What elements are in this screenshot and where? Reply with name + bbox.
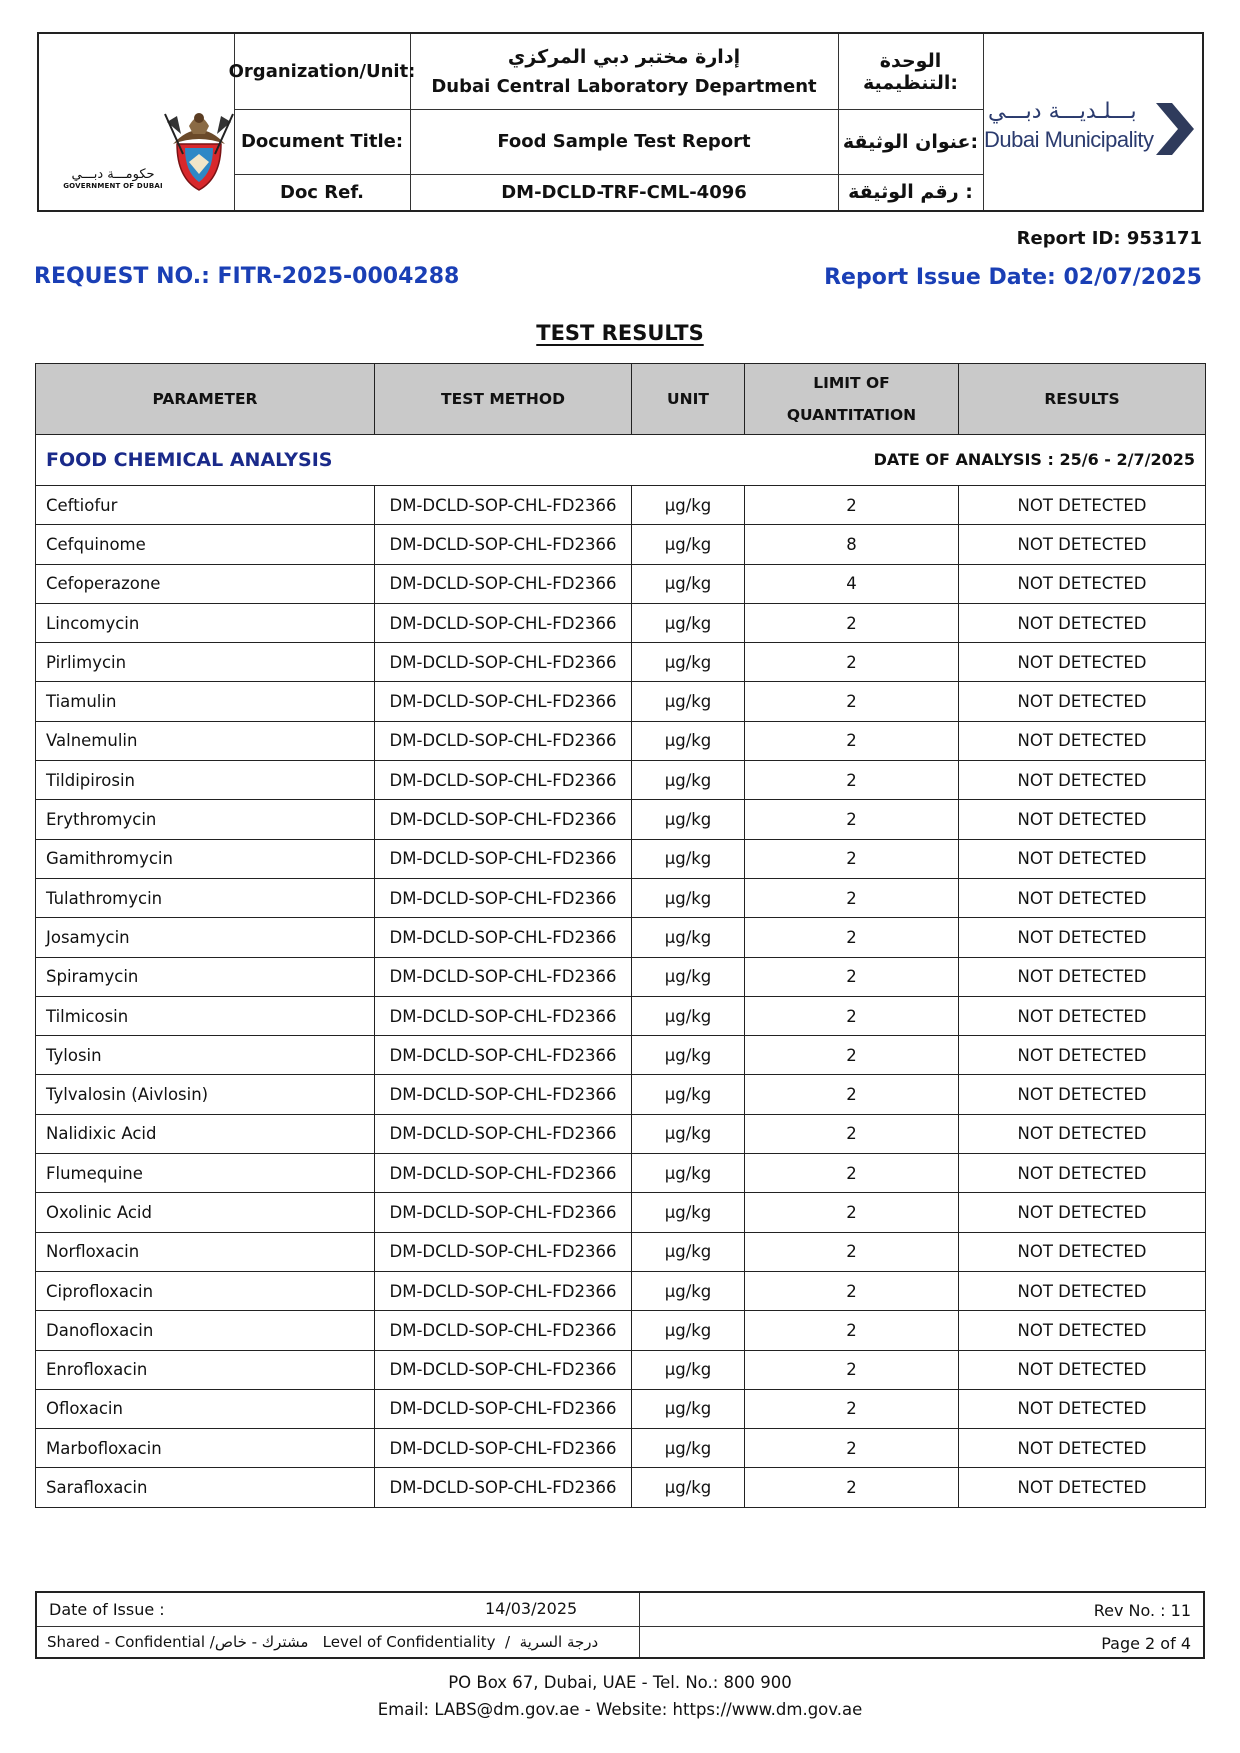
footer-contact-text: Email: LABS@dm.gov.ae - Website: https://www.dm.gov.ae xyxy=(377,1700,863,1719)
test-method-cell: DM-DCLD-SOP-CHL-FD2366 xyxy=(375,1114,632,1153)
test-method-cell: DM-DCLD-SOP-CHL-FD2366 xyxy=(375,1271,632,1310)
loq-cell: 2 xyxy=(745,1311,959,1350)
result-cell: NOT DETECTED xyxy=(959,643,1206,682)
parameter-cell: Cefquinome xyxy=(36,525,375,564)
unit-cell: µg/kg xyxy=(632,878,745,917)
test-method-cell: DM-DCLD-SOP-CHL-FD2366 xyxy=(375,996,632,1035)
test-method-cell: DM-DCLD-SOP-CHL-FD2366 xyxy=(375,918,632,957)
parameter-cell: Ciprofloxacin xyxy=(36,1271,375,1310)
loq-cell: 2 xyxy=(745,1271,959,1310)
table-row xyxy=(36,564,1206,603)
document-footer xyxy=(35,1591,1205,1659)
table-row xyxy=(36,1468,1206,1507)
parameter-cell: Tulathromycin xyxy=(36,878,375,917)
dubai-municipality-logo xyxy=(984,99,1200,169)
result-cell: NOT DETECTED xyxy=(959,996,1206,1035)
test-method-cell: DM-DCLD-SOP-CHL-FD2366 xyxy=(375,1311,632,1350)
col-header-results: RESULTS xyxy=(959,364,1206,435)
table-row xyxy=(36,1271,1206,1310)
table-row xyxy=(36,878,1206,917)
table-row xyxy=(36,1350,1206,1389)
result-cell: NOT DETECTED xyxy=(959,1429,1206,1468)
dm-logo-english: Dubai Municipality xyxy=(984,127,1154,152)
test-method-cell: DM-DCLD-SOP-CHL-FD2366 xyxy=(375,486,632,525)
unit-cell: µg/kg xyxy=(632,525,745,564)
falcon-emblem-icon xyxy=(159,104,239,196)
table-row xyxy=(36,800,1206,839)
unit-cell: µg/kg xyxy=(632,1429,745,1468)
government-of-dubai-logo xyxy=(51,89,261,199)
parameter-cell: Josamycin xyxy=(36,918,375,957)
confidentiality-level: Shared - Confidential /مشترك - خاص Level of Confidentiality / درجة السرية xyxy=(47,1633,599,1651)
unit-cell: µg/kg xyxy=(632,1154,745,1193)
document-title-label: Document Title: xyxy=(240,131,404,152)
test-method-cell: DM-DCLD-SOP-CHL-FD2366 xyxy=(375,525,632,564)
parameter-cell: Tylvalosin (Aivlosin) xyxy=(36,1075,375,1114)
parameter-cell: Ceftiofur xyxy=(36,486,375,525)
loq-cell: 2 xyxy=(745,603,959,642)
result-cell: NOT DETECTED xyxy=(959,486,1206,525)
test-method-cell: DM-DCLD-SOP-CHL-FD2366 xyxy=(375,1468,632,1507)
test-method-cell: DM-DCLD-SOP-CHL-FD2366 xyxy=(375,1389,632,1428)
table-row xyxy=(36,839,1206,878)
loq-cell: 2 xyxy=(745,1075,959,1114)
result-cell: NOT DETECTED xyxy=(959,1311,1206,1350)
result-cell: NOT DETECTED xyxy=(959,603,1206,642)
test-method-cell: DM-DCLD-SOP-CHL-FD2366 xyxy=(375,643,632,682)
result-cell: NOT DETECTED xyxy=(959,878,1206,917)
test-method-cell: DM-DCLD-SOP-CHL-FD2366 xyxy=(375,1154,632,1193)
table-row xyxy=(36,918,1206,957)
table-row xyxy=(36,1036,1206,1075)
result-cell: NOT DETECTED xyxy=(959,839,1206,878)
table-row xyxy=(36,957,1206,996)
parameter-cell: Nalidixic Acid xyxy=(36,1114,375,1153)
org-name xyxy=(410,34,838,109)
unit-cell: µg/kg xyxy=(632,800,745,839)
document-title-label-arabic: عنوان الوثيقة: xyxy=(842,130,979,153)
loq-header-line1: LIMIT OF xyxy=(813,374,890,392)
unit-cell: µg/kg xyxy=(632,1350,745,1389)
parameter-cell: Enrofloxacin xyxy=(36,1350,375,1389)
unit-cell: µg/kg xyxy=(632,1468,745,1507)
org-unit-label-arabic: الوحدة التنظيمية: xyxy=(862,49,959,94)
parameter-cell: Ofloxacin xyxy=(36,1389,375,1428)
table-row xyxy=(36,1232,1206,1271)
test-method-cell: DM-DCLD-SOP-CHL-FD2366 xyxy=(375,1075,632,1114)
loq-cell: 4 xyxy=(745,564,959,603)
result-cell: NOT DETECTED xyxy=(959,682,1206,721)
gov-logo-arabic: حكومـــة دبـــي xyxy=(71,167,155,182)
section-title-text: TEST RESULTS xyxy=(536,321,704,345)
analysis-group-row xyxy=(36,435,1206,486)
result-cell: NOT DETECTED xyxy=(959,1075,1206,1114)
result-rows xyxy=(36,486,1206,1508)
unit-cell: µg/kg xyxy=(632,721,745,760)
loq-header-line2: QUANTITATION xyxy=(786,406,917,424)
col-header-test-method: TEST METHOD xyxy=(375,364,632,435)
table-row xyxy=(36,486,1206,525)
unit-cell: µg/kg xyxy=(632,564,745,603)
test-method-cell: DM-DCLD-SOP-CHL-FD2366 xyxy=(375,721,632,760)
parameter-cell: Danofloxacin xyxy=(36,1311,375,1350)
loq-cell: 2 xyxy=(745,761,959,800)
loq-cell: 2 xyxy=(745,1193,959,1232)
test-results-table xyxy=(35,363,1206,1508)
table-row xyxy=(36,1075,1206,1114)
loq-cell: 2 xyxy=(745,1114,959,1153)
table-row xyxy=(36,603,1206,642)
parameter-cell: Oxolinic Acid xyxy=(36,1193,375,1232)
table-header-row xyxy=(36,364,1206,435)
test-method-cell: DM-DCLD-SOP-CHL-FD2366 xyxy=(375,878,632,917)
gov-logo-english: GOVERNMENT OF DUBAI xyxy=(63,182,163,190)
doc-ref-label: Doc Ref. xyxy=(280,181,364,203)
loq-cell: 2 xyxy=(745,800,959,839)
footer-contact xyxy=(0,1700,1240,1719)
result-cell: NOT DETECTED xyxy=(959,761,1206,800)
result-cell: NOT DETECTED xyxy=(959,957,1206,996)
org-unit-label: Organization/Unit: xyxy=(228,61,416,82)
test-method-cell: DM-DCLD-SOP-CHL-FD2366 xyxy=(375,957,632,996)
loq-cell: 2 xyxy=(745,996,959,1035)
loq-cell: 2 xyxy=(745,918,959,957)
org-name-english: Dubai Central Laboratory Department xyxy=(431,75,817,97)
test-method-cell: DM-DCLD-SOP-CHL-FD2366 xyxy=(375,1429,632,1468)
result-cell: NOT DETECTED xyxy=(959,1232,1206,1271)
unit-cell: µg/kg xyxy=(632,486,745,525)
loq-cell: 2 xyxy=(745,643,959,682)
loq-cell: 2 xyxy=(745,957,959,996)
test-method-cell: DM-DCLD-SOP-CHL-FD2366 xyxy=(375,800,632,839)
document-title: Food Sample Test Report xyxy=(497,131,751,152)
test-method-cell: DM-DCLD-SOP-CHL-FD2366 xyxy=(375,603,632,642)
col-header-unit: UNIT xyxy=(632,364,745,435)
table-row xyxy=(36,1389,1206,1428)
test-method-cell: DM-DCLD-SOP-CHL-FD2366 xyxy=(375,761,632,800)
section-title xyxy=(0,321,1240,345)
document-header xyxy=(37,32,1204,212)
loq-cell: 2 xyxy=(745,1154,959,1193)
result-cell: NOT DETECTED xyxy=(959,1350,1206,1389)
loq-cell: 2 xyxy=(745,1389,959,1428)
parameter-cell: Tylosin xyxy=(36,1036,375,1075)
parameter-cell: Flumequine xyxy=(36,1154,375,1193)
unit-cell: µg/kg xyxy=(632,1389,745,1428)
table-row xyxy=(36,682,1206,721)
dm-logo-arabic: بـــلـديـــة دبـــي xyxy=(988,99,1137,124)
loq-cell: 2 xyxy=(745,486,959,525)
table-row xyxy=(36,1429,1206,1468)
table-row xyxy=(36,996,1206,1035)
loq-cell: 2 xyxy=(745,1232,959,1271)
org-name-arabic: إدارة مختبر دبي المركزي xyxy=(507,45,741,68)
loq-cell: 8 xyxy=(745,525,959,564)
parameter-cell: Tilmicosin xyxy=(36,996,375,1035)
parameter-cell: Gamithromycin xyxy=(36,839,375,878)
unit-cell: µg/kg xyxy=(632,1114,745,1153)
test-method-cell: DM-DCLD-SOP-CHL-FD2366 xyxy=(375,1232,632,1271)
table-row xyxy=(36,643,1206,682)
table-row xyxy=(36,1114,1206,1153)
unit-cell: µg/kg xyxy=(632,1075,745,1114)
loq-cell: 2 xyxy=(745,878,959,917)
result-cell: NOT DETECTED xyxy=(959,1114,1206,1153)
unit-cell: µg/kg xyxy=(632,682,745,721)
table-row xyxy=(36,525,1206,564)
test-method-cell: DM-DCLD-SOP-CHL-FD2366 xyxy=(375,682,632,721)
request-number: REQUEST NO.: FITR-2025-0004288 xyxy=(34,264,460,289)
unit-cell: µg/kg xyxy=(632,1193,745,1232)
unit-cell: µg/kg xyxy=(632,643,745,682)
footer-address: PO Box 67, Dubai, UAE - Tel. No.: 800 900 xyxy=(448,1673,792,1692)
parameter-cell: Tiamulin xyxy=(36,682,375,721)
test-method-cell: DM-DCLD-SOP-CHL-FD2366 xyxy=(375,839,632,878)
unit-cell: µg/kg xyxy=(632,839,745,878)
unit-cell: µg/kg xyxy=(632,1036,745,1075)
analysis-group-title: FOOD CHEMICAL ANALYSIS xyxy=(46,449,333,471)
analysis-group-cell xyxy=(36,435,1206,486)
table-row xyxy=(36,1193,1206,1232)
parameter-cell: Cefoperazone xyxy=(36,564,375,603)
unit-cell: µg/kg xyxy=(632,918,745,957)
parameter-cell: Pirlimycin xyxy=(36,643,375,682)
parameter-cell: Tildipirosin xyxy=(36,761,375,800)
test-method-cell: DM-DCLD-SOP-CHL-FD2366 xyxy=(375,1036,632,1075)
unit-cell: µg/kg xyxy=(632,996,745,1035)
col-header-parameter: PARAMETER xyxy=(36,364,375,435)
unit-cell: µg/kg xyxy=(632,1232,745,1271)
report-id: Report ID: 953171 xyxy=(1016,228,1202,249)
date-of-analysis: DATE OF ANALYSIS : 25/6 - 2/7/2025 xyxy=(873,450,1195,469)
result-cell: NOT DETECTED xyxy=(959,525,1206,564)
loq-cell: 2 xyxy=(745,1468,959,1507)
table-row xyxy=(36,1311,1206,1350)
loq-cell: 2 xyxy=(745,1350,959,1389)
parameter-cell: Marbofloxacin xyxy=(36,1429,375,1468)
parameter-cell: Valnemulin xyxy=(36,721,375,760)
result-cell: NOT DETECTED xyxy=(959,721,1206,760)
col-header-loq xyxy=(745,364,959,435)
parameter-cell: Norfloxacin xyxy=(36,1232,375,1271)
revision-number: Rev No. : 11 xyxy=(1093,1601,1191,1620)
page-number: Page 2 of 4 xyxy=(1101,1634,1191,1653)
unit-cell: µg/kg xyxy=(632,761,745,800)
result-cell: NOT DETECTED xyxy=(959,1036,1206,1075)
unit-cell: µg/kg xyxy=(632,1311,745,1350)
table-row xyxy=(36,721,1206,760)
parameter-cell: Lincomycin xyxy=(36,603,375,642)
loq-cell: 2 xyxy=(745,1429,959,1468)
test-method-cell: DM-DCLD-SOP-CHL-FD2366 xyxy=(375,564,632,603)
date-of-issue-value: 14/03/2025 xyxy=(485,1599,578,1618)
parameter-cell: Erythromycin xyxy=(36,800,375,839)
doc-ref-value: DM-DCLD-TRF-CML-4096 xyxy=(501,181,747,203)
parameter-cell: Spiramycin xyxy=(36,957,375,996)
result-cell: NOT DETECTED xyxy=(959,564,1206,603)
table-row xyxy=(36,761,1206,800)
loq-cell: 2 xyxy=(745,839,959,878)
result-cell: NOT DETECTED xyxy=(959,1468,1206,1507)
test-method-cell: DM-DCLD-SOP-CHL-FD2366 xyxy=(375,1350,632,1389)
test-method-cell: DM-DCLD-SOP-CHL-FD2366 xyxy=(375,1193,632,1232)
date-of-issue-label: Date of Issue : xyxy=(49,1600,165,1619)
unit-cell: µg/kg xyxy=(632,1271,745,1310)
unit-cell: µg/kg xyxy=(632,957,745,996)
result-cell: NOT DETECTED xyxy=(959,800,1206,839)
loq-cell: 2 xyxy=(745,682,959,721)
result-cell: NOT DETECTED xyxy=(959,1154,1206,1193)
result-cell: NOT DETECTED xyxy=(959,1271,1206,1310)
result-cell: NOT DETECTED xyxy=(959,1193,1206,1232)
loq-cell: 2 xyxy=(745,1036,959,1075)
report-issue-date: Report Issue Date: 02/07/2025 xyxy=(824,265,1202,290)
table-row xyxy=(36,1154,1206,1193)
loq-cell: 2 xyxy=(745,721,959,760)
dm-chevron-icon xyxy=(1152,103,1198,155)
unit-cell: µg/kg xyxy=(632,603,745,642)
doc-ref-label-arabic: رقم الوثيقة : xyxy=(848,181,973,203)
result-cell: NOT DETECTED xyxy=(959,1389,1206,1428)
result-cell: NOT DETECTED xyxy=(959,918,1206,957)
parameter-cell: Sarafloxacin xyxy=(36,1468,375,1507)
